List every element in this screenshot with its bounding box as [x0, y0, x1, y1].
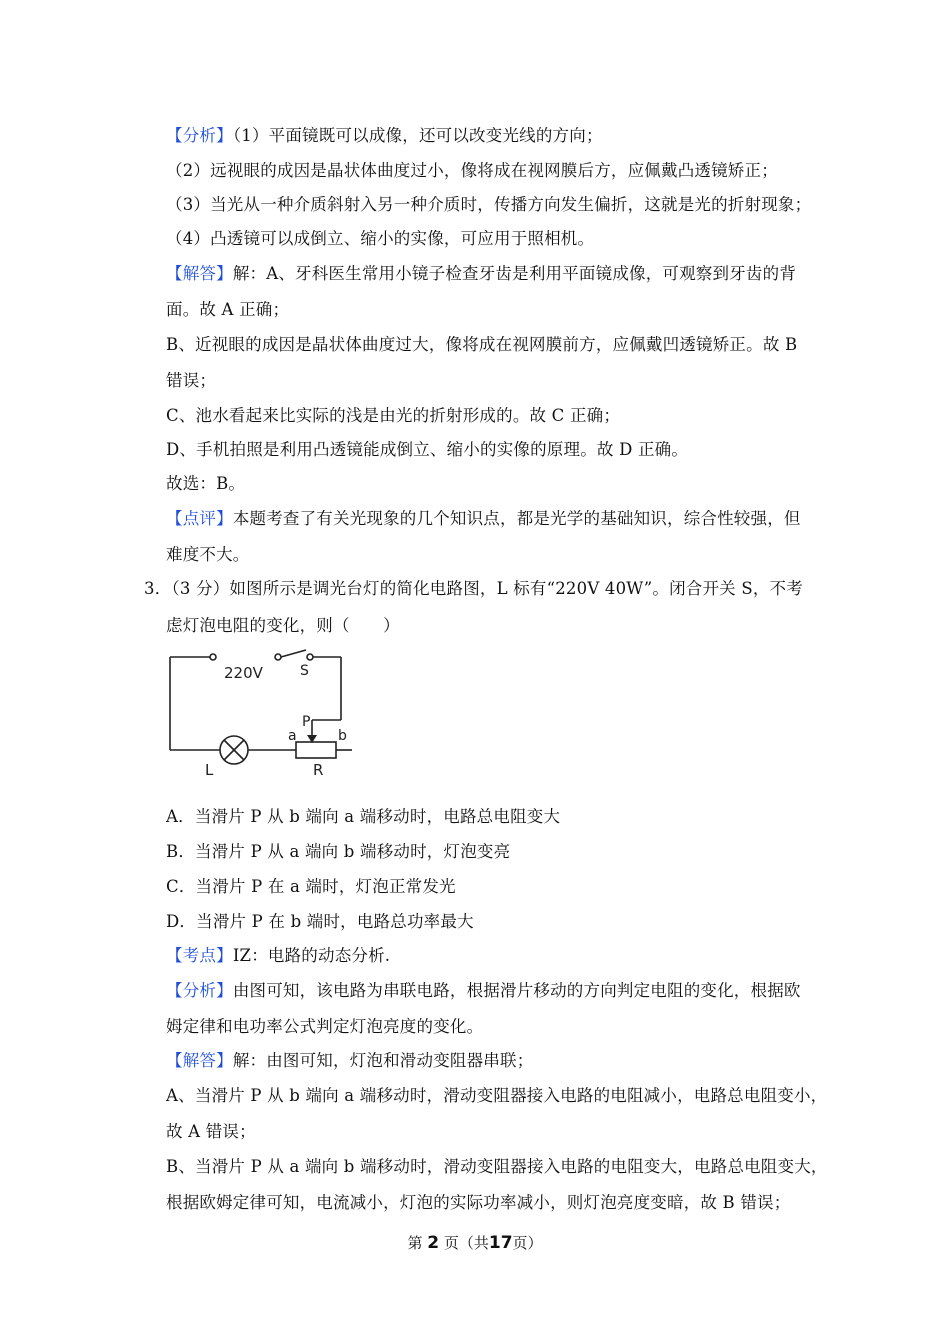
end-b-label: b	[338, 728, 347, 744]
option-c: C．当滑片 P 在 a 端时，灯泡正常发光	[166, 877, 456, 896]
q3-answer-line-3: 故 A 错误；	[166, 1122, 256, 1141]
q3-answer-line-2: A、当滑片 P 从 b 端向 a 端移动时，滑动变阻器接入电路的电阻减小，电路总电阻变小，	[166, 1086, 828, 1105]
q3-answer-line-4: B、当滑片 P 从 a 端向 b 端移动时，滑动变阻器接入电路的电阻变大，电路总电阻变大，	[166, 1157, 828, 1176]
rheostat-body	[296, 742, 336, 758]
point-line: 【考点】IZ：电路的动态分析.	[166, 946, 391, 965]
end-a-label: a	[288, 728, 297, 744]
page-number: 2	[427, 1233, 440, 1253]
q3-answer-line-5: 根据欧姆定律可知，电流减小，灯泡的实际功率减小，则灯泡亮度变暗，故 B 错误；	[166, 1193, 791, 1212]
choice-line: 故选：B。	[166, 474, 246, 493]
q3-analysis-tag: 【分析】	[166, 981, 233, 1000]
voltage-label: 220V	[224, 664, 263, 682]
option-d: D．当滑片 P 在 b 端时，电路总功率最大	[166, 912, 474, 931]
point-tag: 【考点】	[166, 946, 233, 965]
resistor-label: R	[313, 761, 324, 779]
switch-pivot	[275, 654, 281, 660]
analysis-line-3: （3）当光从一种介质斜射入另一种介质时，传播方向发生偏折，这就是光的折射现象；	[166, 195, 812, 214]
answer-line-6: D、手机拍照是利用凸透镜能成倒立、缩小的实像的原理。故 D 正确。	[166, 440, 689, 459]
answer-line-1: 【解答】解：A、牙科医生常用小镜子检查牙齿是利用平面镜成像，可观察到牙齿的背	[166, 264, 797, 283]
answer-line-2: 面。故 A 正确；	[166, 300, 290, 319]
q3-answer-tag: 【解答】	[166, 1051, 233, 1070]
question-3-stem-1: 3．（3 分）如图所示是调光台灯的简化电路图，L 标有“220V 40W”。闭合开关 S，不考	[144, 579, 803, 598]
option-a: A．当滑片 P 从 b 端向 a 端移动时，电路总电阻变大	[166, 807, 561, 826]
q3-answer-line-1: 【解答】解：由图可知，灯泡和滑动变阻器串联；	[166, 1051, 534, 1070]
switch-blade	[281, 650, 306, 657]
q3-analysis-line-2: 姆定律和电功率公式判定灯泡亮度的变化。	[166, 1017, 484, 1036]
answer-line-5: C、池水看起来比实际的浅是由光的折射形成的。故 C 正确；	[166, 406, 621, 425]
switch-contact	[307, 654, 313, 660]
answer-tag: 【解答】	[166, 264, 233, 283]
option-b: B．当滑片 P 从 a 端向 b 端移动时，灯泡变亮	[166, 842, 511, 861]
slider-label: P	[302, 714, 311, 730]
analysis-line-4: （4）凸透镜可以成倒立、缩小的实像，可应用于照相机。	[166, 229, 595, 248]
analysis-line-2: （2）远视眼的成因是晶状体曲度过小，像将成在视网膜后方，应佩戴凸透镜矫正；	[166, 161, 778, 180]
q3-analysis-line-1: 【分析】由图可知，该电路为串联电路，根据滑片移动的方向判定电阻的变化，根据欧	[166, 981, 801, 1000]
page-footer: 第 2 页（共17页）	[407, 1233, 543, 1253]
comment-tag: 【点评】	[166, 509, 233, 528]
analysis-tag: 【分析】	[166, 126, 233, 145]
lamp-label: L	[205, 761, 214, 779]
comment-line-2: 难度不大。	[166, 545, 250, 564]
circuit-diagram	[160, 648, 360, 783]
analysis-line-1: 【分析】（1）平面镜既可以成像，还可以改变光线的方向；	[166, 126, 603, 145]
question-3-stem-2: 虑灯泡电阻的变化，则（ ）	[166, 616, 400, 635]
answer-line-4: 错误；	[166, 371, 217, 390]
total-pages: 17	[488, 1233, 513, 1253]
switch-label: S	[300, 663, 309, 679]
comment-line-1: 【点评】本题考查了有关光现象的几个知识点，都是光学的基础知识，综合性较强，但	[166, 509, 801, 528]
terminal-left	[210, 654, 216, 660]
answer-line-3: B、近视眼的成因是晶状体曲度过大，像将成在视网膜前方，应佩戴凹透镜矫正。故 B	[166, 335, 798, 354]
